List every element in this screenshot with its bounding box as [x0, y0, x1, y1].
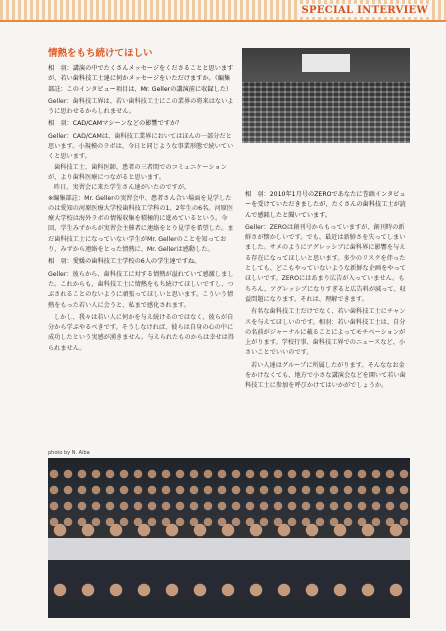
- article-heading: 情熱をもち続けてほしい: [48, 48, 153, 59]
- left-column: [48, 48, 234, 354]
- section-label: SPECIAL INTERVIEW: [298, 4, 433, 17]
- paragraph: Geller：歯科技工界は、若い歯科技工士にこの業界の将来はないように思わせるからしれません。: [48, 97, 234, 116]
- photo-credit: photo by N. Aiba: [48, 450, 90, 456]
- paragraph: Geller：ZEROは創刊号からもっていますが、創刊時の新鮮さが懐かしいです。でも、最近は新鮮さを失ってしまいました。サメのようにアグレッシブに歯科界に影響を与える存在になってほしいと思います。多少のリスクを伴ったとしても、どこもやっていないような新鮮な企画をやってほしいです。ZEROにはあまり広告が入っていません。もちろん、アグレッシブになりすぎると広告料が減って、収益問題になります。それは、理解できます。: [245, 223, 406, 303]
- lecture-hall-photo: [242, 48, 410, 143]
- paragraph: 若い人達はグループに所属したがります。そんななお金をかけなくても、地方で小さな講演会などを開いて若い歯科技工士に参加を呼びかけてはいかがでしょうか。: [245, 361, 406, 390]
- audience-rows: [242, 82, 410, 143]
- editor-note: ※編集部註：Mr. Gellerの実習会中、患者さん合い場面を見学したのは愛知の河原医療大学校歯科技工学科の1、2年生の6名。河原医療大学校は海外ラボの情報収集を積極的に進めているという。今回、学生みずからが実習会主催者に連絡をとり見学を希望した。まだ歯科技工士になっていない学生がMr. Gellerのことを知っており、みずから連絡をとった情熱に、Mr. Gellerは感動した。: [48, 194, 234, 254]
- paragraph: Geller：CAD/CAMは、歯科技工業界においてはほんの一部分だと思います。小規模のラボは、今日と同じような事業形態で続いていくと思います。: [48, 132, 234, 161]
- paragraph: 相 羽：2010年1月号のZEROであなたに巻頭インタビューを受けていただきましたが、たくさんの歯科技工士が読んで感銘したと聞いています。: [245, 191, 406, 219]
- group-back-rows: [48, 466, 410, 526]
- paragraph: しかし、我々は若い人に何かを与え続けるのではなく、彼らが自分から学ぶやるべきです。そうしなければ、彼らは自身の心の中に成功したという実感が湧きません。与えられたものからは幸せは得られません。: [48, 313, 234, 352]
- paragraph: Geller：彼らから、歯科技工に対する情熱が溢れていて感激しました。これからも、歯科技工士に情熱をもち続けてほしいですし、つぶされることのないように頑張ってほしいと思います。こういう情熱をもった若い人に会うと、私まで感化されます。: [48, 270, 234, 309]
- right-column: [245, 190, 410, 392]
- header-rule: [0, 20, 446, 22]
- paragraph: 相 羽：講演の中でたくさんメッセージをくださることと思いますが、若い歯科技工士達に何かメッセージをいただけますか。（編集部註：このインタビュー項目は、Mr. Gellerの講演前に収録した）: [48, 65, 234, 93]
- paragraph: 相 羽：愛媛の歯科技工士学校の6人の学生達ですね。: [48, 258, 201, 266]
- paragraph: 昨日、実習会に来た学生さん達がいたのですが。: [54, 184, 191, 192]
- paragraph: 有名な歯科技工士だけでなく、若い歯科技工士にチャンスを与えてほしいのです。相羽：若い歯科技工士は、自分の名前がジャーナルに載ることによってモチベーションが上がります。学校行事、歯科技工界でのニュースなど、小さいことでいいのです。: [245, 308, 406, 357]
- group-front-row: [48, 520, 410, 618]
- group-photo: [48, 458, 410, 618]
- projection-screen: [302, 54, 350, 72]
- paragraph: 歯科技工士、歯科医師、患者の三者間でのコミュニケーションが、より歯科医療につながると思います。: [48, 163, 227, 181]
- paragraph: 相 羽：CAD/CAMマシーンなどの影響ですか？: [48, 120, 183, 128]
